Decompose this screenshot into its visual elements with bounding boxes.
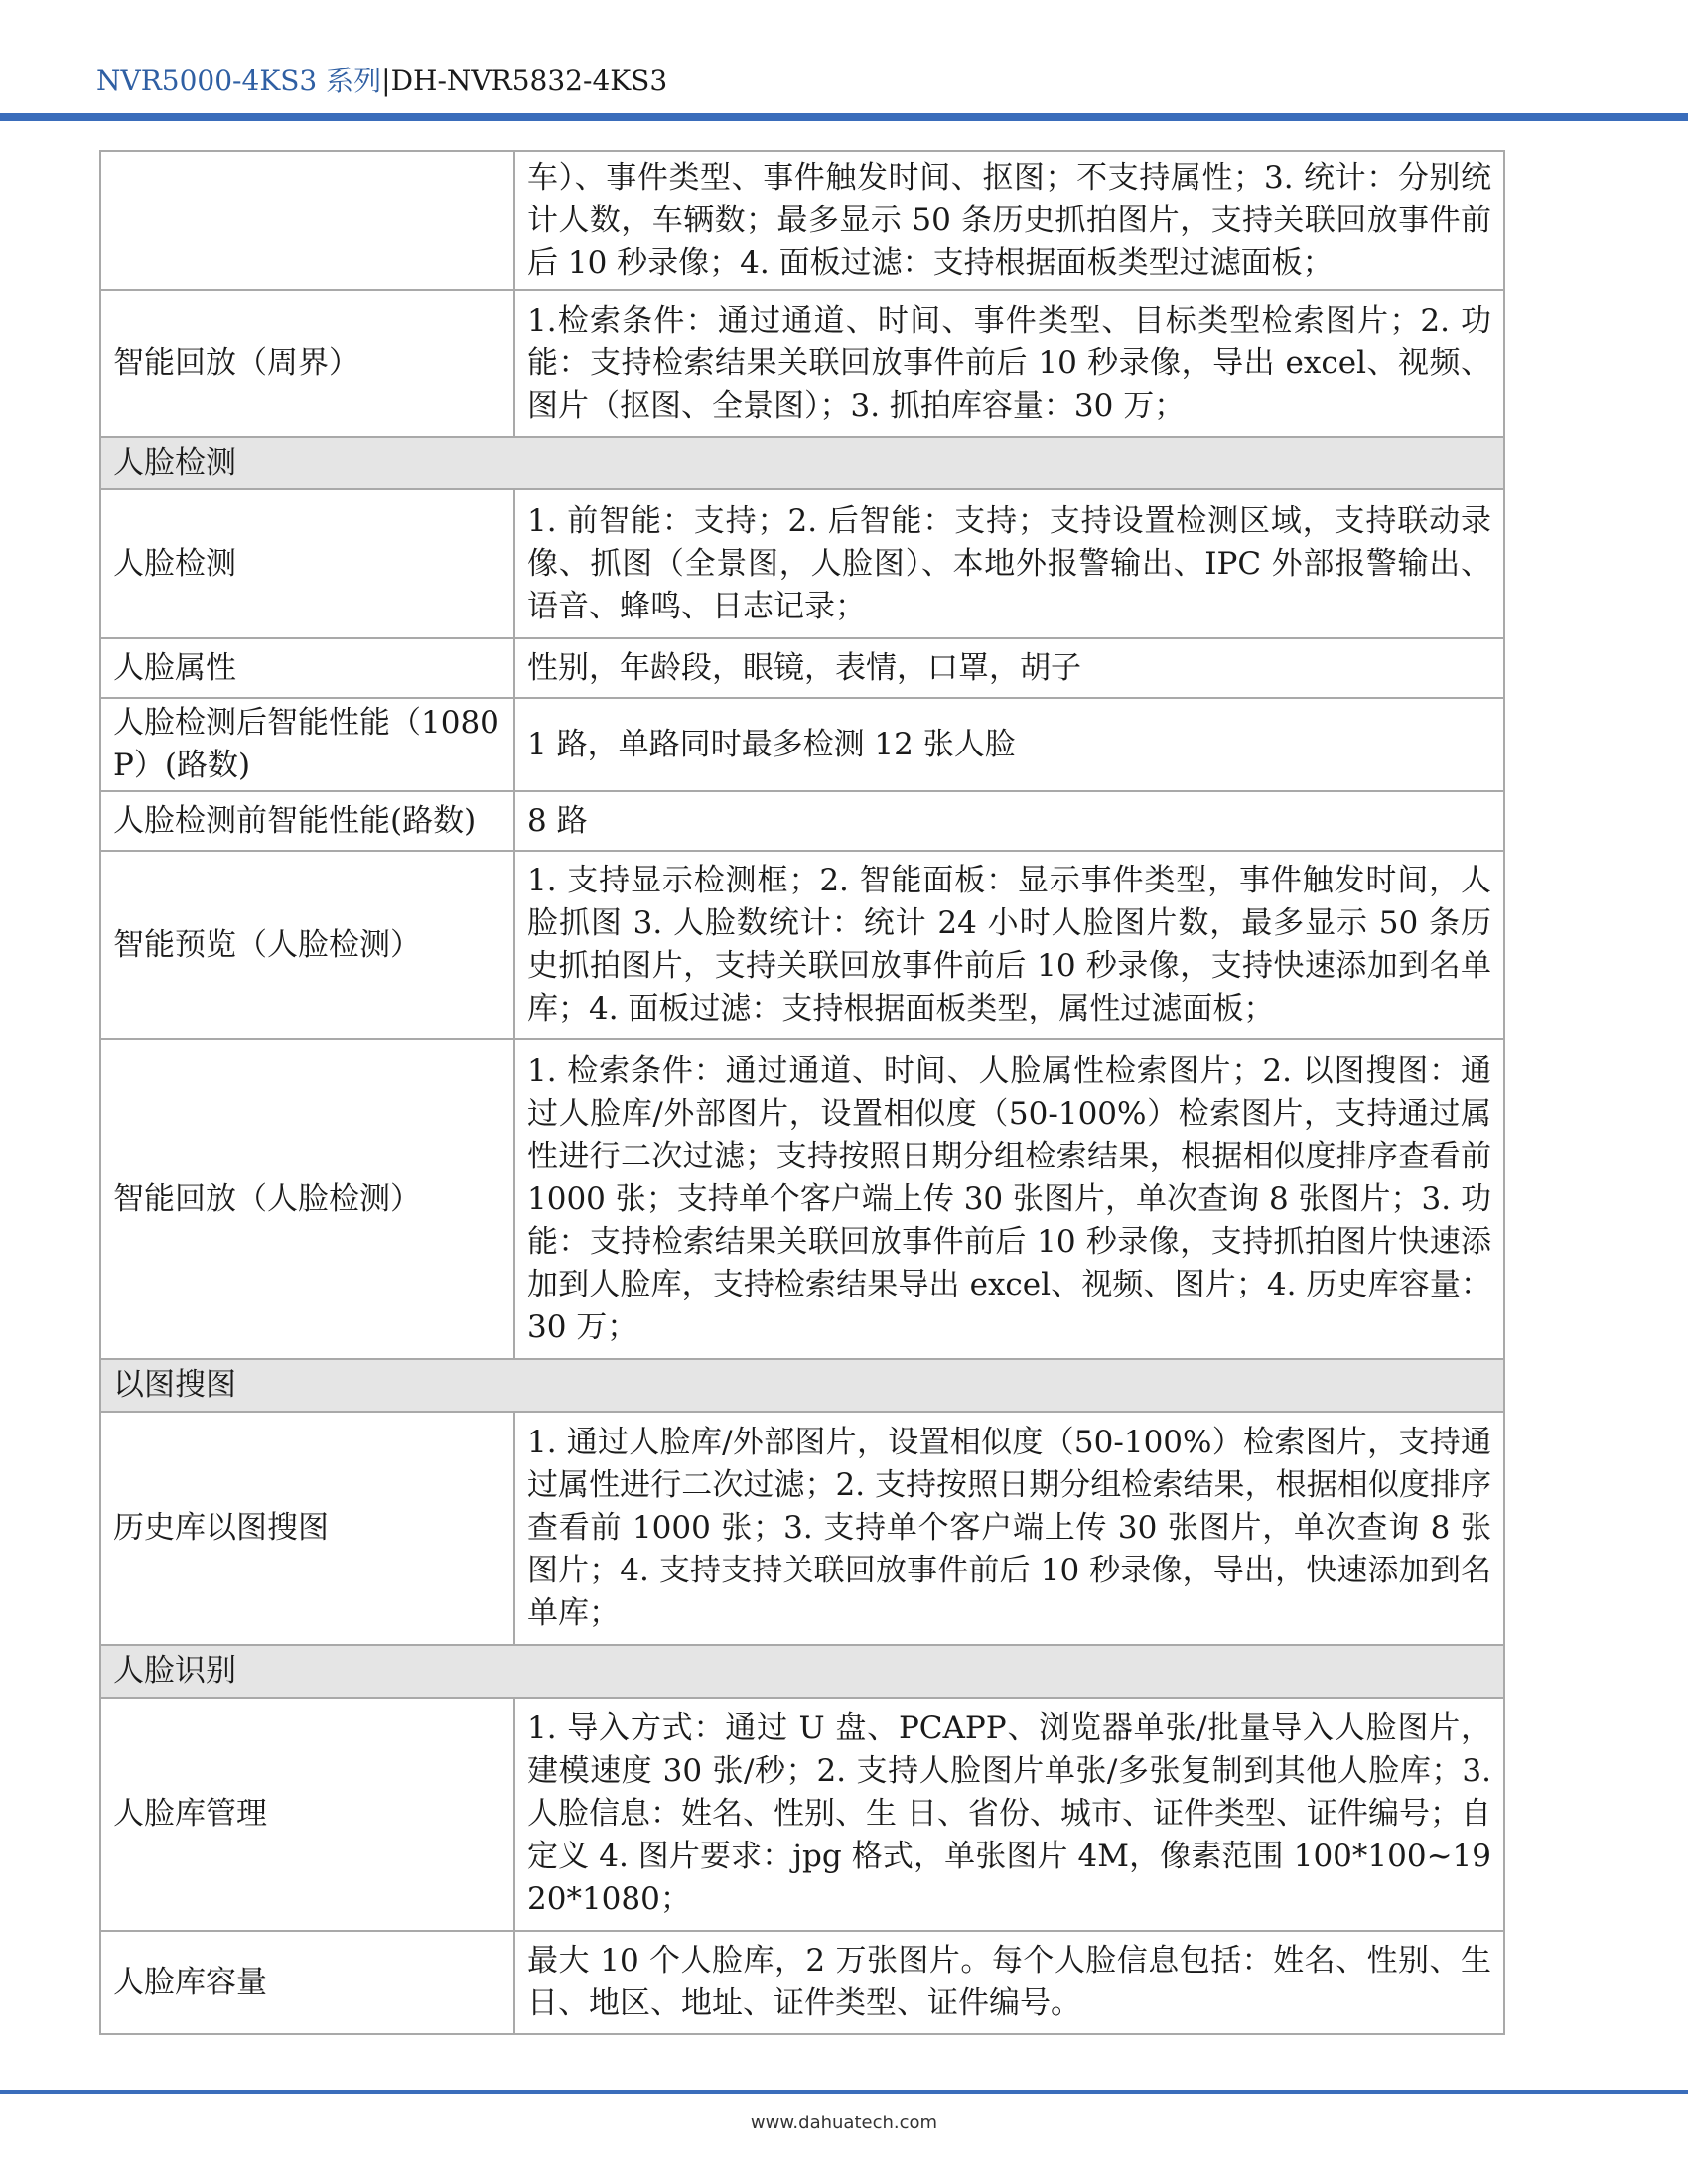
- document-header-title: [96, 60, 667, 103]
- table-row: [100, 1698, 1504, 1931]
- row-value: 1. 支持显示检测框；2. 智能面板：显示事件类型，事件触发时间，人脸抓图 3. 人脸数统计：统计 24 小时人脸图片数，最多显示 50 条历史抓拍图片，支持关联回放事件前后 10 秒录像，支持快速添加到名单库；4. 面板过滤：支持根据面板类型，属性过滤面板；: [514, 851, 1504, 1039]
- row-value: 性别，年龄段，眼镜，表情，口罩，胡子: [514, 638, 1504, 698]
- section-title: 以图搜图: [100, 1359, 1504, 1412]
- row-label: 智能预览（人脸检测）: [100, 851, 514, 1039]
- row-label: 人脸检测: [100, 489, 514, 638]
- row-label: 人脸检测前智能性能(路数): [100, 791, 514, 851]
- table-row: [100, 638, 1504, 698]
- row-value: 8 路: [514, 791, 1504, 851]
- table-row: [100, 791, 1504, 851]
- section-header: [100, 1645, 1504, 1698]
- row-label: 智能回放（周界）: [100, 290, 514, 437]
- row-label: 智能回放（人脸检测）: [100, 1039, 514, 1359]
- row-label: [100, 151, 514, 290]
- row-label: 人脸检测后智能性能（1080P）(路数): [100, 698, 514, 791]
- row-value: 1. 导入方式：通过 U 盘、PCAPP、浏览器单张/批量导入人脸图片，建模速度 30 张/秒；2. 支持人脸图片单张/多张复制到其他人脸库；3. 人脸信息：姓名、性别、生 日、省份、城市、证件类型、证件编号；自定义 4. 图片要求：jpg 格式，单张图片 4M，像素范围 100*100~1920*1080；: [514, 1698, 1504, 1931]
- table-row: [100, 1931, 1504, 2034]
- section-header: [100, 437, 1504, 489]
- series-name: NVR5000-4KS3 系列: [96, 65, 382, 97]
- table-row: [100, 851, 1504, 1039]
- row-value: 1. 检索条件：通过通道、时间、人脸属性检索图片；2. 以图搜图：通过人脸库/外部图片，设置相似度（50-100%）检索图片，支持通过属性进行二次过滤；支持按照日期分组检索结果，根据相似度排序查看前 1000 张；支持单个客户端上传 30 张图片，单次查询 8 张图片；3. 功能：支持检索结果关联回放事件前后 10 秒录像，支持抓拍图片快速添加到人脸库，支持检索结果导出 excel、视频、图片；4. 历史库容量：30 万；: [514, 1039, 1504, 1359]
- header-rule: [0, 113, 1688, 121]
- spec-table: [99, 150, 1505, 2035]
- table-row: [100, 1412, 1504, 1645]
- table-row: [100, 698, 1504, 791]
- row-label: 人脸库管理: [100, 1698, 514, 1931]
- footer-website-link[interactable]: www.dahuatech.com: [750, 2113, 938, 2133]
- row-label: 历史库以图搜图: [100, 1412, 514, 1645]
- footer-rule: [0, 2090, 1688, 2094]
- row-value: 1. 通过人脸库/外部图片，设置相似度（50-100%）检索图片，支持通过属性进行二次过滤；2. 支持按照日期分组检索结果，根据相似度排序查看前 1000 张；3. 支持单个客户端上传 30 张图片，单次查询 8 张图片；4. 支持支持关联回放事件前后 10 秒录像，导出，快速添加到名单库；: [514, 1412, 1504, 1645]
- row-value: 车）、事件类型、事件触发时间、抠图；不支持属性；3. 统计：分别统计人数，车辆数；最多显示 50 条历史抓拍图片，支持关联回放事件前后 10 秒录像；4. 面板过滤：支持根据面板类型过滤面板；: [514, 151, 1504, 290]
- table-row: [100, 290, 1504, 437]
- model-name: DH-NVR5832-4KS3: [390, 65, 668, 97]
- row-label: 人脸库容量: [100, 1931, 514, 2034]
- row-value: 1 路，单路同时最多检测 12 张人脸: [514, 698, 1504, 791]
- table-row: [100, 151, 1504, 290]
- row-value: 最大 10 个人脸库，2 万张图片。每个人脸信息包括：姓名、性别、生 日、地区、地址、证件类型、证件编号。: [514, 1931, 1504, 2034]
- row-label: 人脸属性: [100, 638, 514, 698]
- section-title: 人脸检测: [100, 437, 1504, 489]
- row-value: 1. 前智能：支持；2. 后智能：支持；支持设置检测区域，支持联动录像、抓图（全景图，人脸图）、本地外报警输出、IPC 外部报警输出、语音、蜂鸣、日志记录；: [514, 489, 1504, 638]
- header-separator: |: [381, 65, 391, 97]
- table-row: [100, 1039, 1504, 1359]
- table-row: [100, 489, 1504, 638]
- section-header: [100, 1359, 1504, 1412]
- row-value: 1.检索条件：通过通道、时间、事件类型、目标类型检索图片；2. 功能：支持检索结果关联回放事件前后 10 秒录像，导出 excel、视频、图片（抠图、全景图）；3. 抓拍库容量：30 万；: [514, 290, 1504, 437]
- section-title: 人脸识别: [100, 1645, 1504, 1698]
